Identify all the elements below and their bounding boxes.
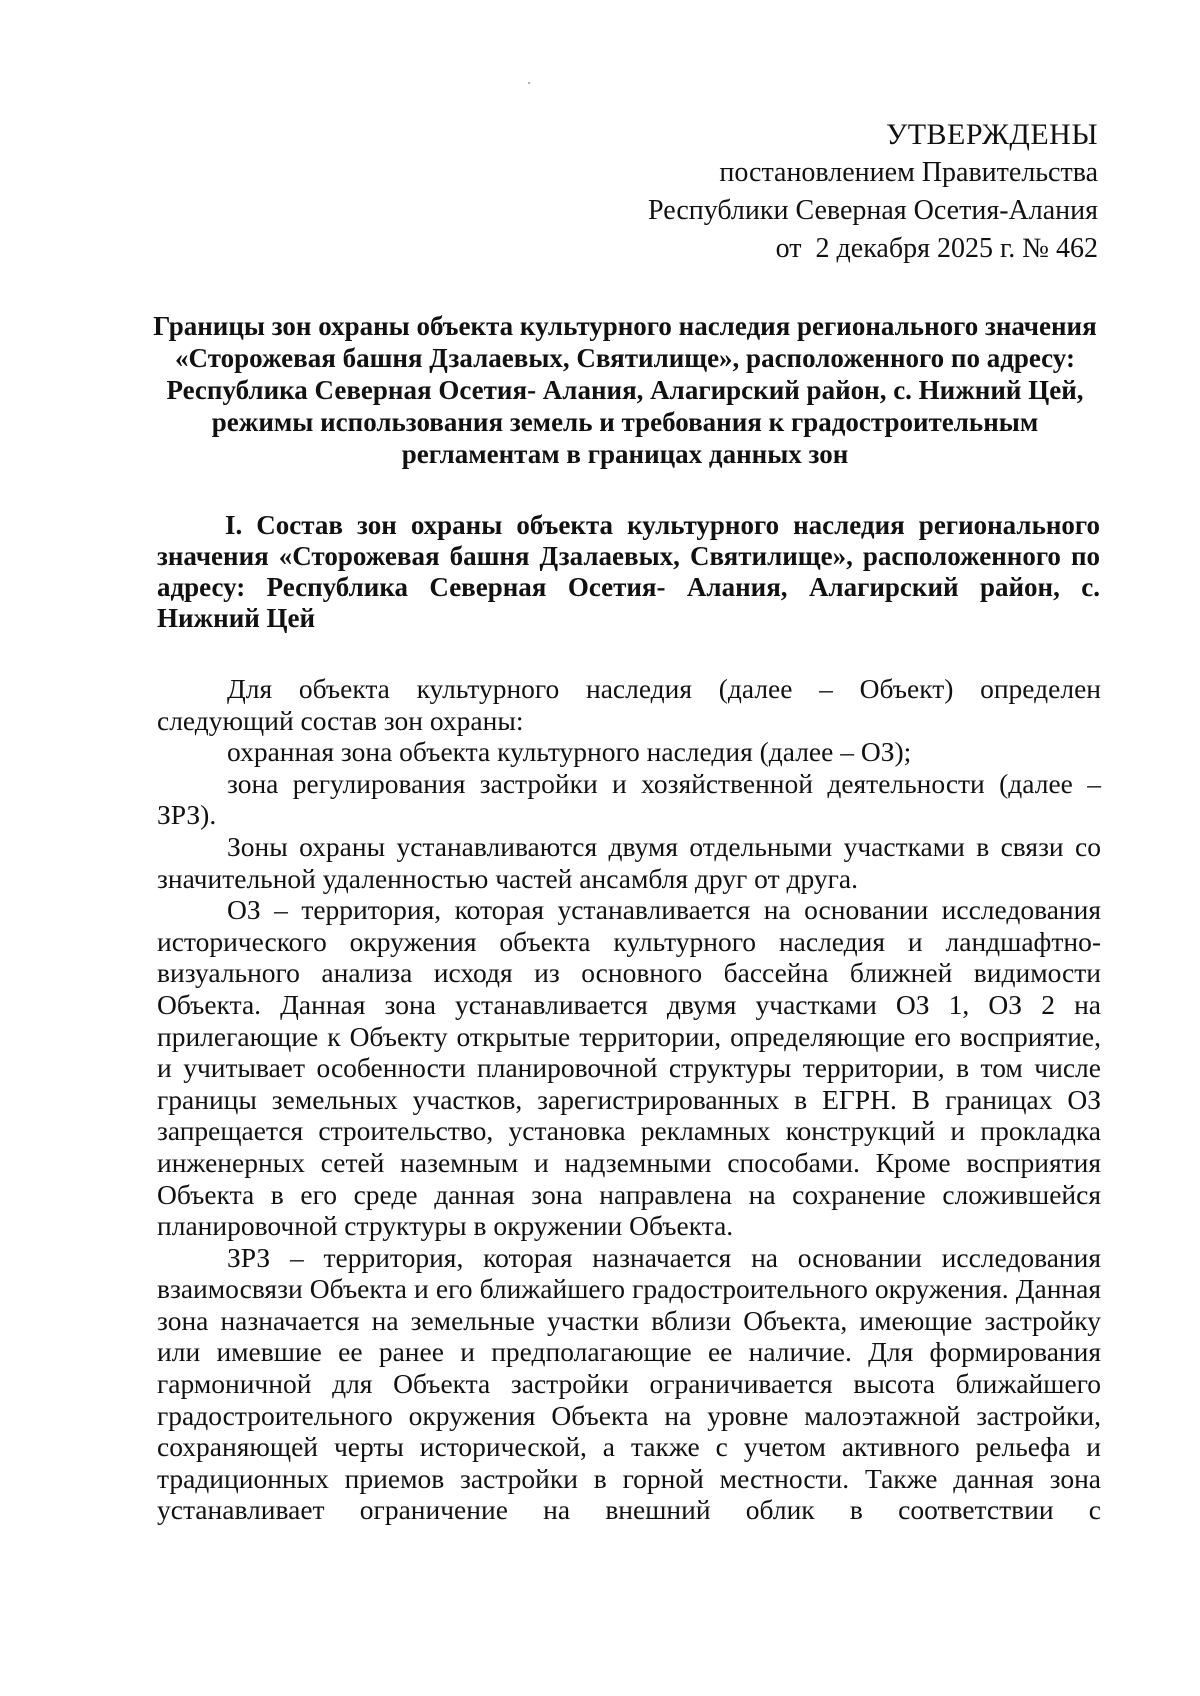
section-1-title-text: I. Состав зон охраны объекта культурного наследия регионального значения «Сторожевая башня Дзалаевых, Святилище», расположенного по адресу: Республика Северная Осетия- Алания, Алагирский район, с. Нижний Цей bbox=[157, 510, 1100, 633]
approval-line-date-number: от 2 декабря 2025 г. № 462 bbox=[775, 233, 1098, 264]
paragraph-oz-description: ОЗ – территория, которая устанавливается на основании исследования исторического окружения объекта культурного наследия и ландшафтно-визуального анализа исходя из основного бассейна ближней видимости Объекта. Данная зона устанавливается двумя участками ОЗ 1, ОЗ 2 на прилегающие к Объекту открытые территории, определяющие его восприятие, и учитывает особенности планировочной структуры территории, в том числе границы земельных участков, зарегистрированных в ЕГРН. В границах ОЗ запрещается строительство, установка рекламных конструкций и прокладка инженерных сетей наземным и надземными способами. Кроме восприятия Объекта в его среде данная зона направлена на сохранение сложившейся планировочной структуры в окружении Объекта. bbox=[157, 894, 1101, 1242]
intro-paragraph-line-2: следующий состав зон охраны: bbox=[157, 704, 524, 736]
list-item-oz: охранная зона объекта культурного наследия (далее – ОЗ); bbox=[227, 736, 912, 768]
paragraph-zrz-description: ЗРЗ – территория, которая назначается на основании исследования взаимосвязи Объекта и его ближайшего градостроительного окружения. Данная зона назначается на земельные участки вблизи Объекта, имеющие застройку или имевшие ее ранее и предполагающие ее наличие. Для формирования гармоничной для Объекта застройки ограничивается высота ближайшего градостроительного окружения Объекта на уровне малоэтажной застройки, сохраняющей черты исторической, а также с учетом активного рельефа и традиционных приемов застройки в горной местности. Также данная зона устанавливает ограничение на внешний облик в соответствии с bbox=[157, 1241, 1101, 1526]
approval-line-resolution: постановлением Правительства bbox=[719, 157, 1098, 188]
paragraph-zones-separation: Зоны охраны устанавливаются двумя отдельными участками в связи со значительной удаленностью частей ансамбля друг от друга. bbox=[157, 830, 1101, 894]
section-1-title bbox=[157, 510, 1100, 634]
approval-line-republic: Республики Северная Осетия-Алания bbox=[648, 195, 1098, 226]
approval-stamp-block bbox=[648, 116, 1098, 268]
document-body bbox=[157, 673, 1101, 1526]
list-item-zrz: зона регулирования застройки и хозяйственной деятельности (далее – ЗРЗ). bbox=[157, 767, 1101, 831]
scan-speck bbox=[528, 82, 530, 84]
intro-paragraph-line-1 bbox=[157, 673, 1101, 705]
document-title: Границы зон охраны объекта культурного наследия регионального значения «Сторожевая башня Дзалаевых, Святилище», расположенного по адресу: Республика Северная Осетия- Алания, Алагирский район, с. Нижний Цей, режимы использования земель и требования к градостроительным регламентам в границах данных зон bbox=[153, 311, 1097, 469]
intro-paragraph-text-a: Для объекта культурного наследия (далее – Объект) определен bbox=[227, 673, 1101, 704]
approved-heading: УТВЕРЖДЕНЫ bbox=[885, 118, 1098, 151]
